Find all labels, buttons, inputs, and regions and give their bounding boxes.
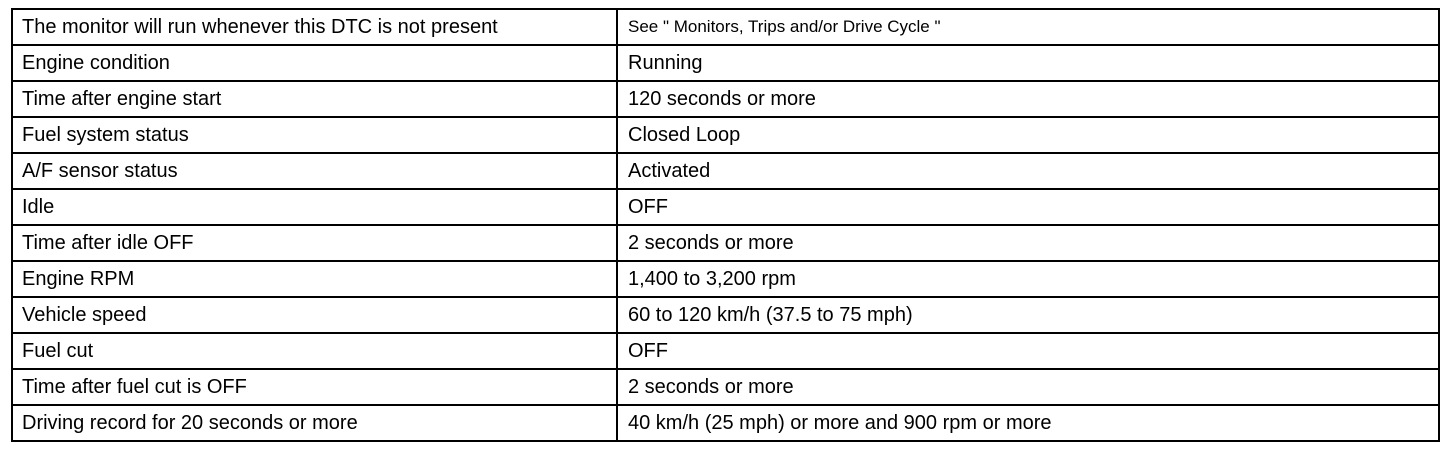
- table-row: [12, 189, 1439, 225]
- table-row: [12, 297, 1439, 333]
- table-row: [12, 261, 1439, 297]
- value-cell: 40 km/h (25 mph) or more and 900 rpm or more: [617, 405, 1439, 441]
- condition-cell: Engine condition: [12, 45, 617, 81]
- value-cell: 120 seconds or more: [617, 81, 1439, 117]
- value-cell: Activated: [617, 153, 1439, 189]
- condition-cell: Engine RPM: [12, 261, 617, 297]
- condition-cell: The monitor will run whenever this DTC is not present: [12, 9, 617, 45]
- condition-cell: A/F sensor status: [12, 153, 617, 189]
- value-cell: OFF: [617, 333, 1439, 369]
- condition-cell: Driving record for 20 seconds or more: [12, 405, 617, 441]
- value-cell: 2 seconds or more: [617, 369, 1439, 405]
- condition-cell: Vehicle speed: [12, 297, 617, 333]
- condition-cell: Fuel system status: [12, 117, 617, 153]
- value-cell: 2 seconds or more: [617, 225, 1439, 261]
- table-row: [12, 81, 1439, 117]
- table-row: [12, 405, 1439, 441]
- table-row: [12, 9, 1439, 45]
- value-cell: OFF: [617, 189, 1439, 225]
- value-cell: 60 to 120 km/h (37.5 to 75 mph): [617, 297, 1439, 333]
- value-cell: 1,400 to 3,200 rpm: [617, 261, 1439, 297]
- value-cell: Running: [617, 45, 1439, 81]
- value-cell: See " Monitors, Trips and/or Drive Cycle ": [617, 9, 1439, 45]
- table-row: [12, 225, 1439, 261]
- condition-cell: Time after fuel cut is OFF: [12, 369, 617, 405]
- table-row: [12, 333, 1439, 369]
- condition-cell: Time after idle OFF: [12, 225, 617, 261]
- value-cell: Closed Loop: [617, 117, 1439, 153]
- condition-cell: Fuel cut: [12, 333, 617, 369]
- condition-cell: Time after engine start: [12, 81, 617, 117]
- table-row: [12, 117, 1439, 153]
- table-row: [12, 45, 1439, 81]
- table-row: [12, 153, 1439, 189]
- condition-cell: Idle: [12, 189, 617, 225]
- monitor-conditions-table: [11, 8, 1440, 442]
- table-row: [12, 369, 1439, 405]
